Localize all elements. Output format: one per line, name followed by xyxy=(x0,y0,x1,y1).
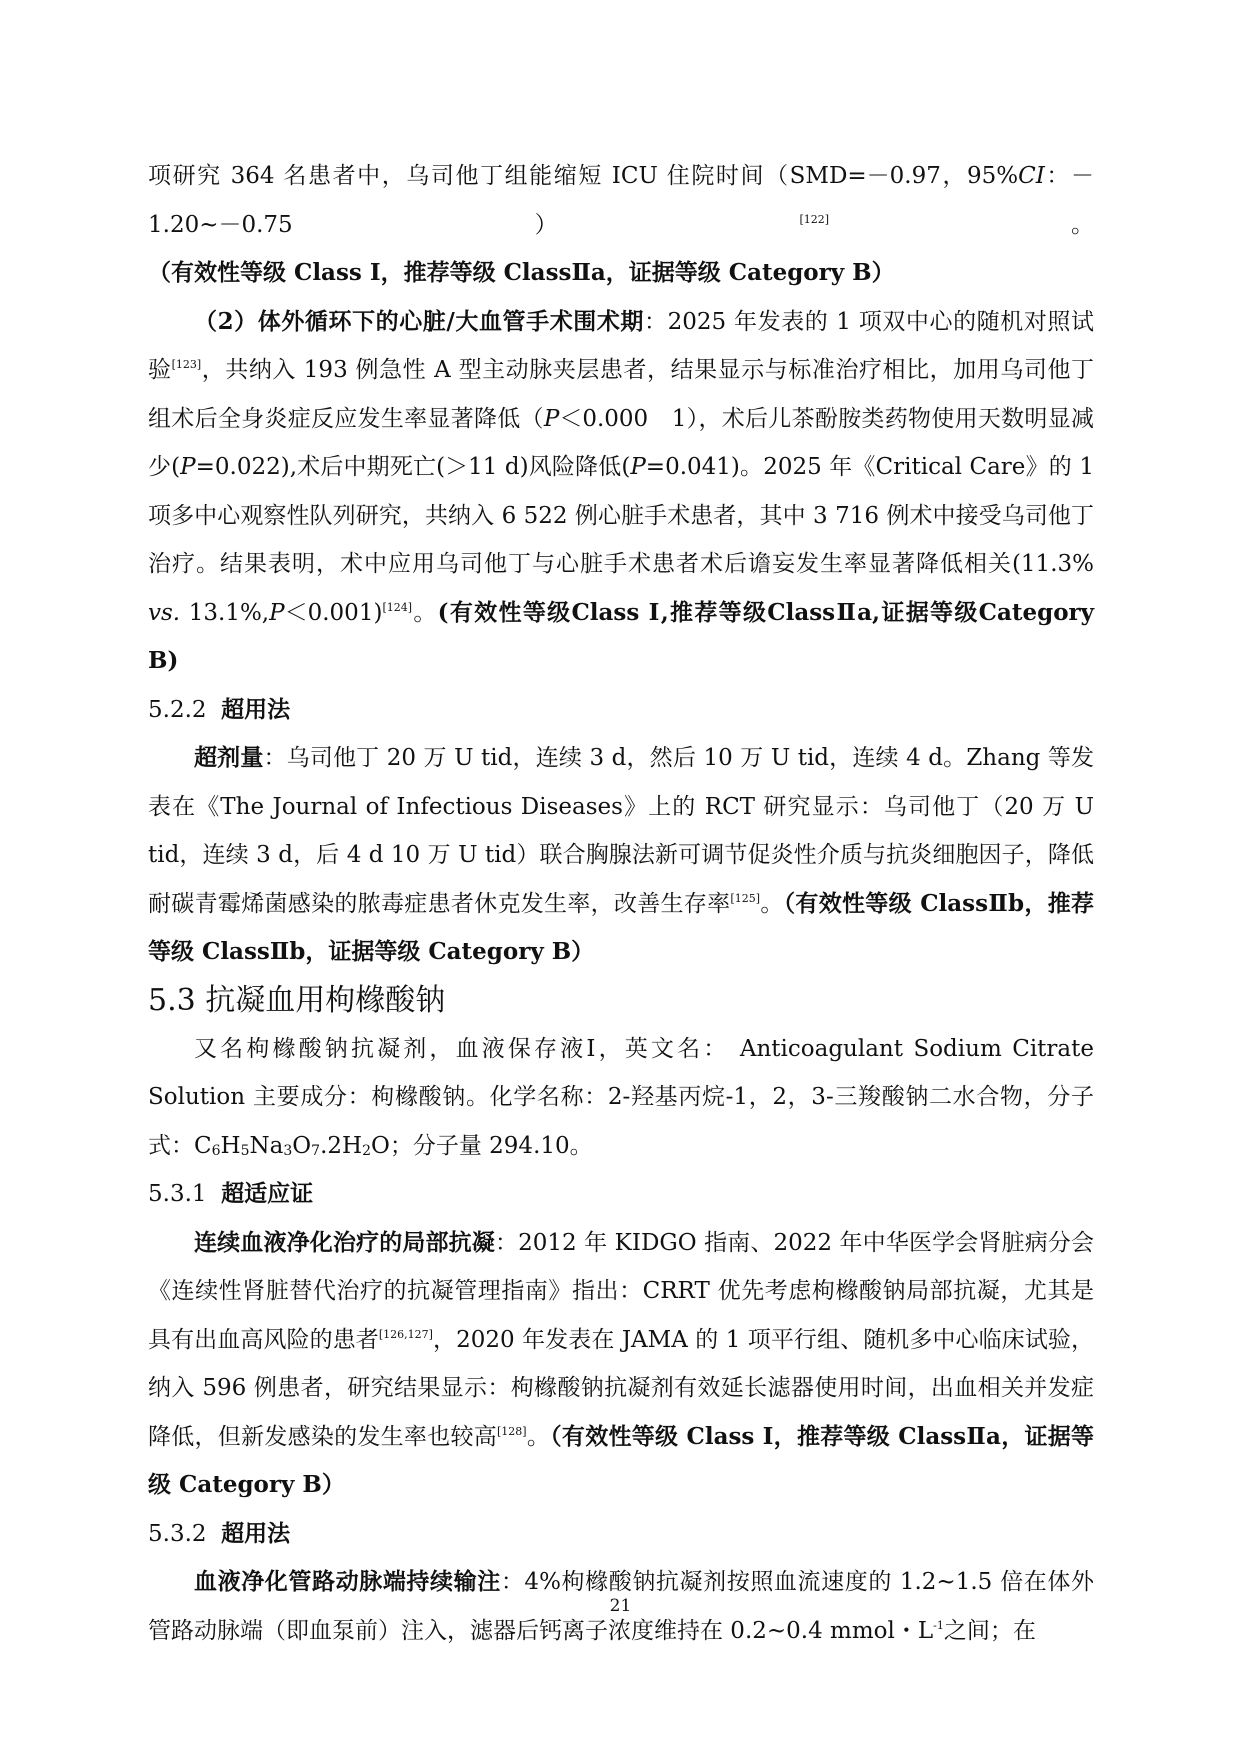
text: ，2020 年发表在 JAMA 的 1 项平行组、随机多中心临床试验，纳入 596 例患者，研究结果显示：枸橼酸钠抗凝剂有效延长滤器使用时间，出血相关并发症降低，但新发感染的发生率也较高 xyxy=(148,1326,1094,1450)
citation-ref: [125] xyxy=(730,891,761,905)
section-title: 超用法 xyxy=(221,695,291,723)
section-number: 5.3 xyxy=(148,982,196,1018)
section-number: 5.2.2 xyxy=(148,696,207,723)
text: ，共纳入 193 例急性 A 型主动脉夹层患者，结果显示与标准治疗相比，加用乌司他丁组术后全身炎症反应发生率显著降低（ xyxy=(148,357,1094,432)
unit-superscript: -1 xyxy=(933,1618,944,1632)
paragraph-lead: （2）体外循环下的心脏/大血管手术围术期 xyxy=(194,307,645,335)
paragraph-lead: 连续血液净化治疗的局部抗凝 xyxy=(194,1228,495,1256)
text: 。 xyxy=(829,211,1094,238)
page-number: 21 xyxy=(609,1596,632,1616)
text: ＜0.000 1），术后儿茶酚胺类药物使用天数明显减少( xyxy=(148,405,1094,480)
text: 之间；在 xyxy=(943,1617,1036,1644)
citation-ref: [128] xyxy=(497,1424,527,1438)
text: ：4%枸橼酸钠抗凝剂按照血流速度的 1.2~1.5 倍在体外管路动脉端（即血泵前）注入，滤器后钙离子浓度维持在 0.2~0.4 mmol・L xyxy=(148,1569,1094,1644)
heading-5-3-2 xyxy=(148,1510,1094,1559)
formula-subscript: 3 xyxy=(283,1142,293,1159)
text: 项研究 364 名患者中，乌司他丁组能缩短 ICU 住院时间（SMD=－0.97，95% xyxy=(148,163,1019,189)
p-italic: P xyxy=(630,454,646,480)
citation-ref: [123] xyxy=(171,358,202,371)
formula-text: .2H xyxy=(320,1132,363,1159)
citation-ref: [122] xyxy=(799,212,830,226)
heading-5-2-2 xyxy=(148,686,1094,735)
p-italic: P xyxy=(269,599,285,626)
text: ＜0.001) xyxy=(284,599,383,626)
formula-subscript: 5 xyxy=(240,1142,250,1159)
text: O；分子量 294.10。 xyxy=(371,1132,593,1159)
ci-italic: CI xyxy=(1018,163,1045,189)
formula-subscript: 2 xyxy=(362,1142,371,1159)
section-title: 超适应证 xyxy=(221,1180,314,1207)
page-body xyxy=(148,152,1094,1655)
paragraph-crrt xyxy=(148,1219,1094,1510)
text: 。 xyxy=(412,599,438,626)
section-title: 抗凝血用枸橼酸钠 xyxy=(205,982,446,1018)
citation-ref: [126,127] xyxy=(378,1327,433,1341)
formula-subscript: 7 xyxy=(311,1142,321,1159)
paragraph-overdose xyxy=(148,734,1094,977)
text: 13.1%, xyxy=(180,599,270,626)
evidence-grade: （有效性等级 ClassⅡb，推荐等级 ClassⅡb，证据等级 Category B） xyxy=(148,889,1094,965)
paragraph-lead: 血液净化管路动脉端持续输注 xyxy=(194,1568,501,1595)
paragraph-cardiac-surgery xyxy=(148,298,1094,686)
paragraph-icu-stay xyxy=(148,152,1094,298)
text: =0.041)。2025 年《Critical Care》的 1 项多中心观察性队列研究，共纳入 6 522 例心脏手术患者，其中 3 716 例术中接受乌司他丁治疗。结果表明，术中应用乌司他丁与心脏手术患者术后谵妄发生率显著降低相关(11.3% xyxy=(148,454,1094,577)
p-italic: P xyxy=(180,454,196,480)
vs-italic: vs. xyxy=(148,599,181,626)
paragraph-lead: 超剂量 xyxy=(194,744,264,771)
formula-text: H xyxy=(220,1132,241,1159)
formula-text: Na xyxy=(249,1132,284,1159)
formula-text: O xyxy=(292,1132,312,1159)
formula-subscript: 6 xyxy=(211,1142,221,1159)
text: 又名枸橼酸钠抗凝剂，血液保存液Ⅰ，英文名： Anticoagulant Sodium Citrate Solution 主要成分：枸橼酸钠。化学名称：2-羟基丙烷-1，2，3-三羧酸钠二水合物，分子式：C xyxy=(148,1035,1094,1159)
section-title: 超用法 xyxy=(221,1519,291,1547)
evidence-grade: （有效性等级 Class Ⅰ，推荐等级 ClassⅡa，证据等级 Category B） xyxy=(148,259,895,286)
text: ：2025 年发表的 1 项双中心的随机对照试验 xyxy=(148,308,1095,383)
section-number: 5.3.1 xyxy=(148,1181,207,1207)
text: 。 xyxy=(760,890,784,917)
text: ：－1.20~－0.75） xyxy=(148,163,1095,238)
evidence-grade: （有效性等级 Class Ⅰ，推荐等级 ClassⅡa，证据等级 Category B） xyxy=(148,1422,1095,1498)
section-number: 5.3.2 xyxy=(148,1520,207,1547)
evidence-grade: (有效性等级Class Ⅰ,推荐等级ClassⅡa,证据等级Category B) xyxy=(148,598,1095,674)
heading-5-3 xyxy=(148,977,1094,1025)
heading-5-3-1 xyxy=(148,1170,1094,1219)
p-italic: P xyxy=(543,405,560,432)
text: =0.022),术后中期死亡(＞11 d)风险降低( xyxy=(195,454,631,480)
text: ：乌司他丁 20 万 U tid，连续 3 d，然后 10 万 U tid，连续 4 d。Zhang 等发表在《The Journal of Infectious Diseases》上的 RCT 研究显示：乌司他丁（20 万 U tid，连续 3 d，后 4 d 10 万 U tid）联合胸腺法新可调节促炎性介质与抗炎细胞因子，降低耐碳青霉烯菌感染的脓毒症患者休克发生率，改善生存率 xyxy=(148,745,1094,917)
text: 。 xyxy=(526,1423,551,1450)
citation-ref: [124] xyxy=(382,600,413,614)
text: ：2012 年 KIDGO 指南、2022 年中华医学会肾脏病分会《连续性肾脏替代治疗的抗凝管理指南》指出：CRRT 优先考虑枸橼酸钠局部抗凝，尤其是具有出血高风险的患者 xyxy=(148,1229,1095,1353)
paragraph-drug-info xyxy=(148,1025,1094,1171)
